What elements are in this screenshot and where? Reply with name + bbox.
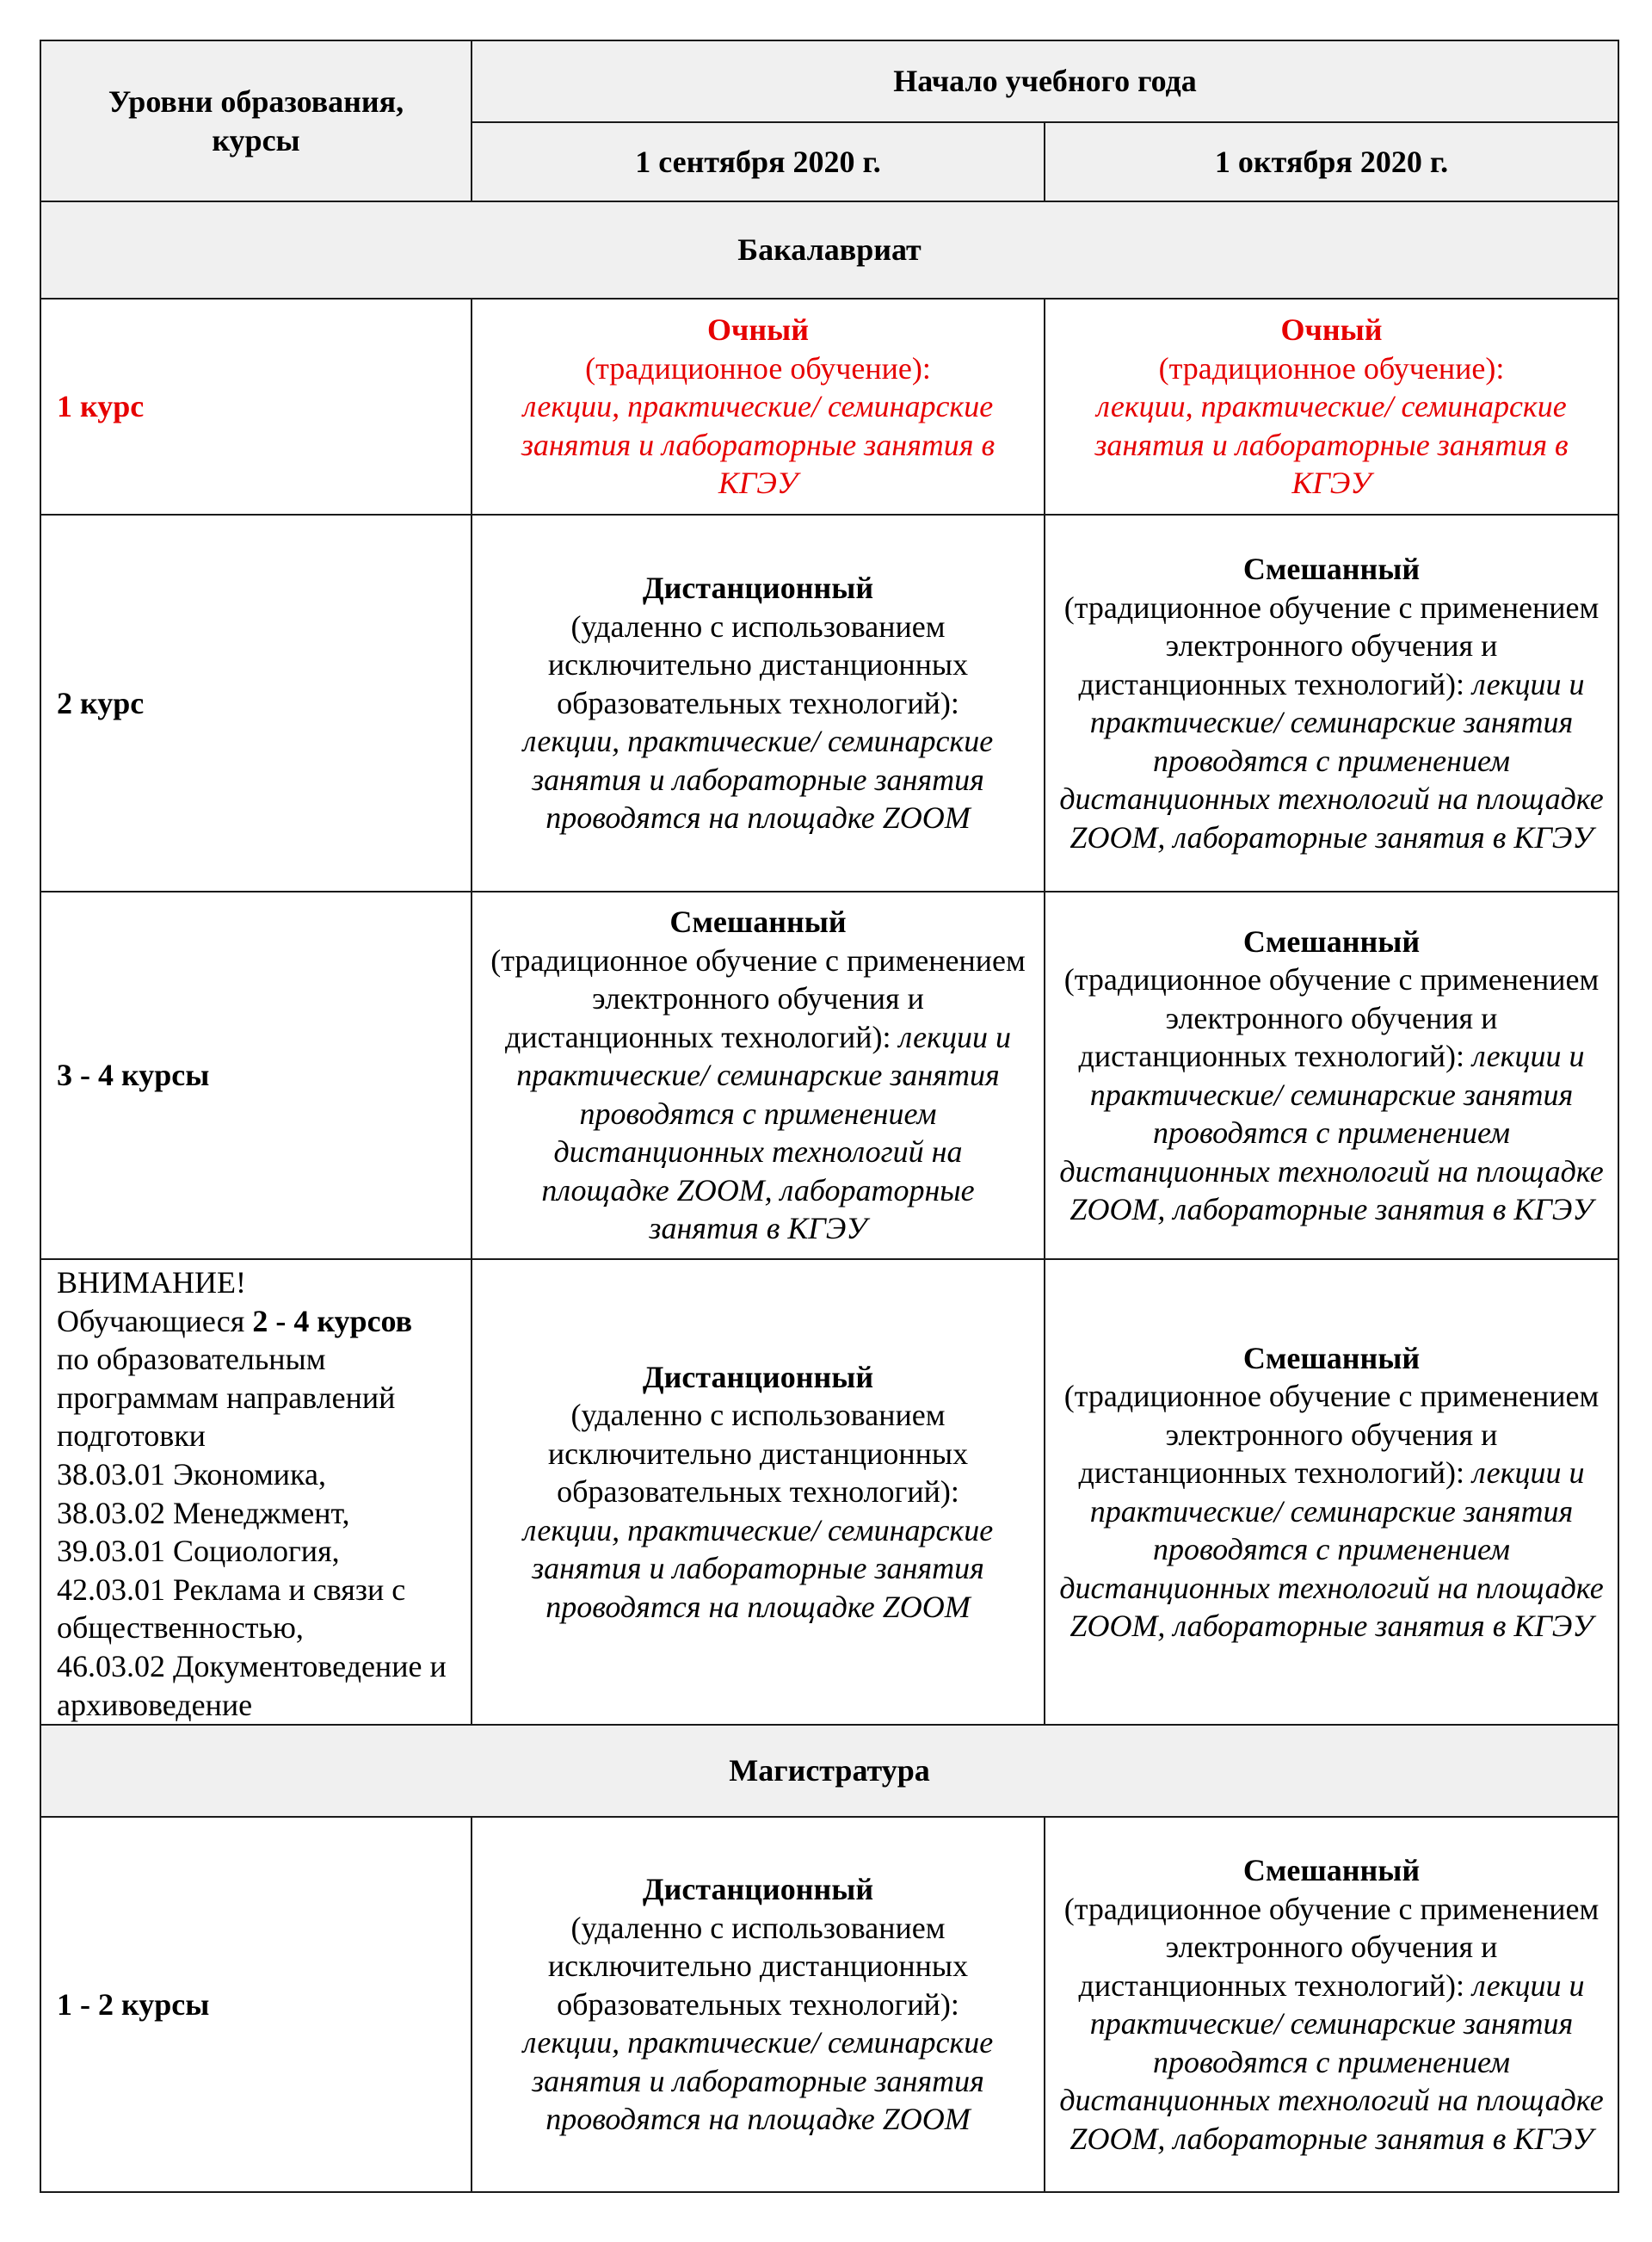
- row-label-course-2: 2 курс: [40, 515, 472, 892]
- table-row: [40, 1259, 1618, 1725]
- note-program: 38.03.02 Менеджмент,: [57, 1495, 350, 1530]
- format-desc: (удаленно с использованием исключительно дистанционных образовательных технологий):: [547, 1398, 969, 1510]
- table-row: [40, 892, 1618, 1259]
- format-desc: (удаленно с использованием исключительно дистанционных образовательных технологий):: [547, 1910, 969, 2022]
- format-details: лекции и практические/ семинарские занятия проводятся с применением дистанционных технологий на площадке ZOOM, лабораторные занятия в КГЭУ: [1059, 666, 1604, 855]
- format-desc: (традиционное обучение с применением электронного обучения и дистанционных технологий):: [1063, 1891, 1600, 2003]
- format-details: лекции и практические/ семинарские занятия проводятся с применением дистанционных технологий на площадке ZOOM, лабораторные занятия в КГЭУ: [1059, 1039, 1604, 1226]
- note-programs-intro: по образовательным программам направлений подготовки: [57, 1342, 396, 1454]
- format-title: Смешанный: [669, 905, 847, 940]
- format-desc: (традиционное обучение с применением электронного обучения и дистанционных технологий):: [1063, 1379, 1600, 1491]
- cell-course3-4-september: [472, 892, 1045, 1259]
- format-title: Смешанный: [1242, 1340, 1421, 1375]
- format-title: Дистанционный: [642, 1359, 874, 1394]
- section-master: Магистратура: [40, 1725, 1618, 1817]
- row-label-master-course-1-2: 1 - 2 курсы: [40, 1817, 472, 2192]
- format-desc: (традиционное обучение с применением электронного обучения и дистанционных технологий):: [1063, 962, 1600, 1073]
- format-details: лекции и практические/ семинарские занятия проводятся с применением дистанционных технологий на площадке ZOOM, лабораторные занятия в КГЭУ: [1059, 1967, 1604, 2156]
- format-desc: (традиционное обучение с применением электронного обучения и дистанционных технологий):: [490, 942, 1026, 1054]
- format-title: Дистанционный: [642, 571, 874, 606]
- row-label-attention-note: [40, 1259, 472, 1725]
- format-desc: (традиционное обучение с применением электронного обучения и дистанционных технологий):: [1063, 590, 1600, 701]
- row-label-course-1: 1 курс: [40, 299, 472, 515]
- format-title: Смешанный: [1242, 1853, 1421, 1888]
- cell-master-september: [472, 1817, 1045, 2192]
- note-students: Обучающиеся: [57, 1303, 253, 1338]
- format-details: лекции, практические/ семинарские занятия и лабораторные занятия проводятся на площадке ZOOM: [522, 1512, 994, 1624]
- cell-master-october: [1045, 1817, 1618, 2192]
- format-desc: (традиционное обучение):: [1158, 350, 1505, 386]
- format-details: лекции, практические/ семинарские занятия и лабораторные занятия в КГЭУ: [521, 389, 996, 501]
- section-bachelor: Бакалавриат: [40, 201, 1618, 299]
- format-details: лекции и практические/ семинарские занятия проводятся с применением дистанционных технологий на площадке ZOOM, лабораторные занятия в КГЭУ: [1059, 1455, 1604, 1644]
- header-start-of-year: Начало учебного года: [472, 40, 1618, 122]
- format-details: лекции, практические/ семинарские занятия и лабораторные занятия в КГЭУ: [1094, 389, 1569, 501]
- note-courses: 2 - 4 курсов: [252, 1303, 413, 1338]
- cell-course1-october: [1045, 299, 1618, 515]
- note-warning: ВНИМАНИЕ!: [57, 1265, 246, 1300]
- table-row: [40, 1817, 1618, 2192]
- table-row: [40, 299, 1618, 515]
- format-details: лекции, практические/ семинарские занятия и лабораторные занятия проводятся на площадке ZOOM: [522, 2025, 994, 2137]
- note-program: 39.03.01 Социология,: [57, 1534, 340, 1569]
- cell-attention-september: [472, 1259, 1045, 1725]
- note-program: 46.03.02 Документоведение и архивоведение: [57, 1648, 447, 1722]
- format-title: Очный: [1280, 312, 1383, 348]
- header-date-october: 1 октября 2020 г.: [1045, 122, 1618, 201]
- cell-course2-september: [472, 515, 1045, 892]
- format-desc: (удаленно с использованием исключительно дистанционных образовательных технологий):: [547, 608, 969, 720]
- education-format-table: [40, 40, 1619, 2193]
- cell-attention-october: [1045, 1259, 1618, 1725]
- cell-course2-october: [1045, 515, 1618, 892]
- cell-course1-september: [472, 299, 1045, 515]
- header-levels: [40, 40, 472, 201]
- note-program: 42.03.01 Реклама и связи с общественностью,: [57, 1572, 406, 1646]
- header-date-september: 1 сентября 2020 г.: [472, 122, 1045, 201]
- format-title: Смешанный: [1242, 552, 1421, 586]
- row-label-course-3-4: 3 - 4 курсы: [40, 892, 472, 1259]
- cell-course3-4-october: [1045, 892, 1618, 1259]
- format-title: Смешанный: [1242, 923, 1421, 959]
- table-row: [40, 515, 1618, 892]
- format-details: лекции, практические/ семинарские занятия и лабораторные занятия проводятся на площадке ZOOM: [522, 724, 994, 836]
- header-levels-text: Уровни образования, курсы: [108, 84, 404, 157]
- format-details: лекции и практические/ семинарские занятия проводятся с применением дистанционных технологий на площадке ZOOM, лабораторные занятия в КГЭУ: [516, 1019, 1011, 1246]
- note-program: 38.03.01 Экономика,: [57, 1456, 326, 1492]
- format-title: Дистанционный: [642, 1872, 874, 1907]
- format-title: Очный: [707, 312, 809, 348]
- format-desc: (традиционное обучение):: [585, 350, 931, 386]
